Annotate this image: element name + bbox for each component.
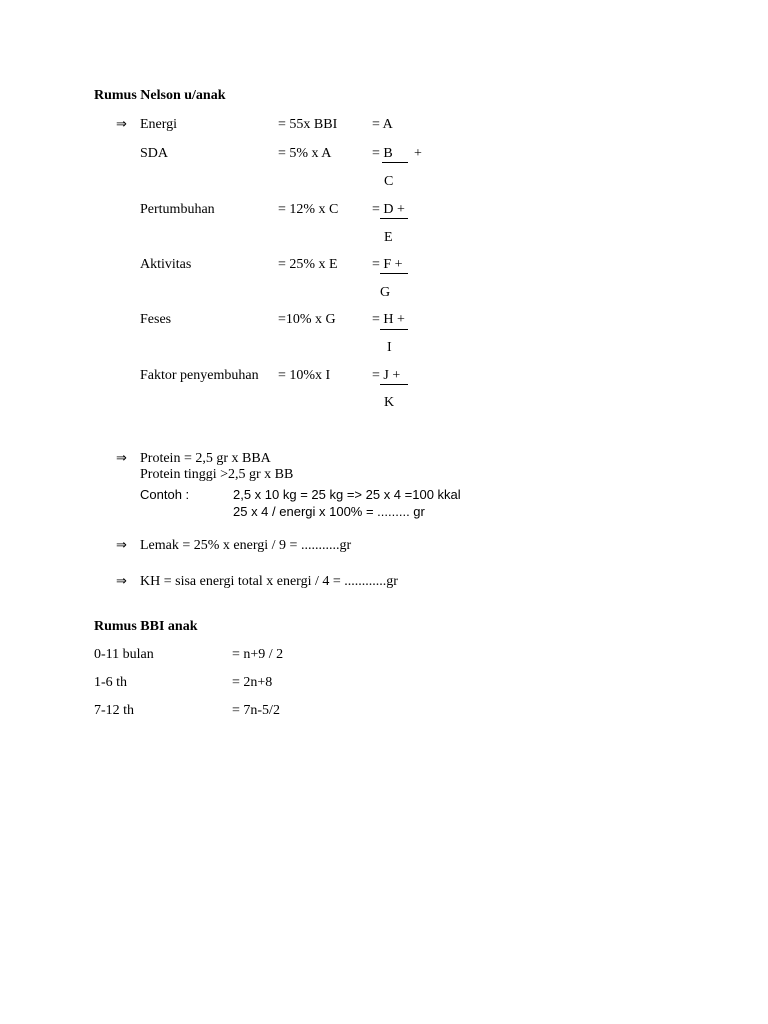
nelson-row-formula: = 5% x A [278, 146, 332, 161]
example-line: 2,5 x 10 kg = 25 kg => 25 x 4 =100 kkal [233, 487, 461, 502]
underline-divider [380, 273, 408, 274]
arrow-icon: ⇒ [116, 117, 127, 132]
bbi-row-age: 7-12 th [94, 703, 135, 718]
nelson-row-result: = A [372, 117, 393, 132]
protein-high-line: Protein tinggi >2,5 gr x BB [140, 467, 294, 482]
kh-line: KH = sisa energi total x energi / 4 = ............gr [140, 574, 398, 589]
underline-divider [380, 384, 408, 385]
nelson-row-carry: G [380, 285, 391, 300]
bbi-row-formula: = 7n-5/2 [232, 703, 280, 718]
nelson-row-label: SDA [140, 146, 169, 161]
nelson-row-result: = F + [372, 257, 403, 272]
nelson-heading: Rumus Nelson u/anak [94, 88, 226, 103]
nelson-row-label: Aktivitas [140, 257, 192, 272]
nelson-row-label: Pertumbuhan [140, 202, 215, 217]
nelson-row-carry: K [384, 395, 395, 410]
protein-line: Protein = 2,5 gr x BBA [140, 451, 271, 466]
arrow-icon: ⇒ [116, 574, 127, 589]
nelson-row-formula: = 55x BBI [278, 117, 338, 132]
bbi-row-age: 1-6 th [94, 675, 128, 690]
arrow-icon: ⇒ [116, 538, 127, 553]
nelson-row-label: Feses [140, 312, 172, 327]
bbi-row-formula: = 2n+8 [232, 675, 273, 690]
nelson-row-carry: E [384, 230, 393, 245]
nelson-row-plus: + [414, 146, 422, 161]
nelson-row-formula: = 25% x E [278, 257, 338, 272]
nelson-row-carry: I [387, 340, 392, 355]
nelson-row-label: Faktor penyembuhan [140, 368, 259, 383]
underline-divider [380, 218, 408, 219]
nelson-row-result: = J + [372, 368, 401, 383]
nelson-row-result: = B [372, 146, 393, 161]
underline-divider [380, 329, 408, 330]
underline-divider [382, 162, 408, 163]
nelson-row-formula: = 10%x I [278, 368, 331, 383]
arrow-icon: ⇒ [116, 451, 127, 466]
nelson-row-carry: C [384, 174, 394, 189]
example-line: 25 x 4 / energi x 100% = ......... gr [233, 504, 425, 519]
bbi-row-age: 0-11 bulan [94, 647, 154, 662]
nelson-row-formula: = 12% x C [278, 202, 339, 217]
nelson-row-label: Energi [140, 117, 178, 132]
nelson-row-formula: =10% x G [278, 312, 336, 327]
nelson-row-result: = H + [372, 312, 405, 327]
lemak-line: Lemak = 25% x energi / 9 = ...........gr [140, 538, 352, 553]
example-label: Contoh : [140, 487, 190, 502]
nelson-row-result: = D + [372, 202, 405, 217]
bbi-heading: Rumus BBI anak [94, 619, 198, 634]
bbi-row-formula: = n+9 / 2 [232, 647, 284, 662]
